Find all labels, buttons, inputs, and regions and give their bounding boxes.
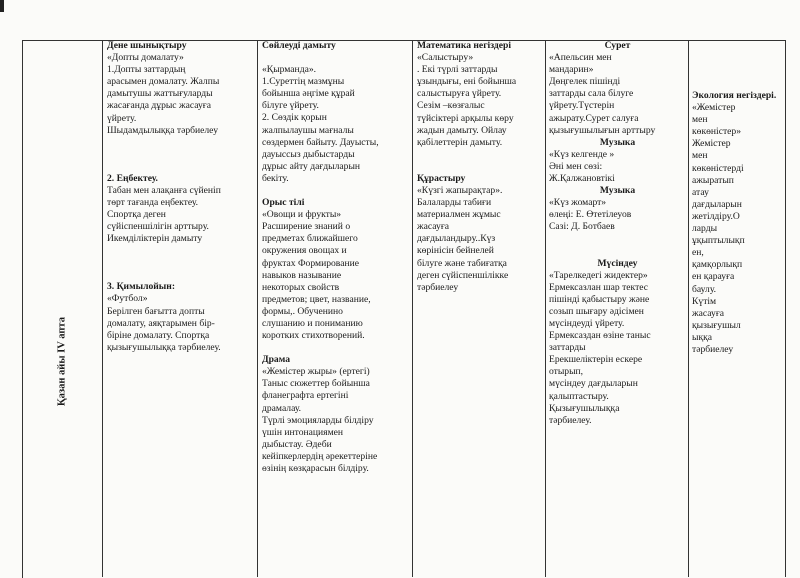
column-divider	[688, 40, 689, 577]
text-line: фруктах Формирование	[262, 257, 359, 269]
text-line: ен қарауға	[692, 271, 735, 283]
text-line: мүсіндеу дағдыларын	[549, 378, 638, 390]
text-line: төрт тағанда еңбектеу.	[107, 196, 199, 208]
text-line: дауыссыз дыбыстарды	[262, 148, 355, 160]
text-line: «Күз келгенде »	[549, 148, 615, 160]
text-line: ларды	[692, 223, 718, 235]
text-line: 1.Допты заттардың	[107, 64, 186, 76]
text-line: Түрлі эмоцияларды білдіру	[262, 414, 374, 426]
text-line: формы,. Обученино	[262, 305, 343, 317]
section-title: Драма	[262, 354, 290, 366]
text-line: дыбыстау. Әдеби	[262, 438, 332, 450]
text-line: өзінің көзқарасын білдіру.	[262, 463, 369, 474]
text-line: Жемiстер	[692, 138, 731, 150]
text-line: үйрету.	[107, 112, 137, 124]
section-body	[107, 52, 255, 137]
text-line: қызығушыл	[692, 319, 741, 331]
text-line: Дөңгелек пішінді	[549, 76, 621, 88]
text-line: «Апельсин мен	[549, 52, 612, 64]
text-line: жасағанда дұрыс жасауға	[107, 100, 211, 112]
text-line: бойынша әңгiме құрай	[262, 88, 355, 100]
text-line: Күтiм	[692, 295, 717, 307]
section-title: Сурет	[604, 40, 631, 51]
section-body	[262, 64, 410, 185]
column-divider	[257, 40, 258, 577]
section-body	[107, 185, 255, 245]
text-line: арасымен домалату. Жалпы	[107, 76, 220, 88]
text-line: деген сүйіспеншілікке	[417, 269, 509, 281]
text-line: өлеңі: Е. Өтетілеуов	[549, 209, 632, 221]
text-line: предметов; цвет, название,	[262, 293, 371, 305]
week-label-cell	[22, 40, 102, 577]
text-line: мандарин»	[549, 64, 594, 76]
text-line: білуге және табиғатқа	[417, 257, 507, 269]
section-title: Музыка	[599, 136, 636, 148]
column-divider	[785, 40, 786, 577]
column-divider	[545, 40, 546, 577]
text-line: үшін интонациямен	[262, 426, 344, 438]
text-line: баулу.	[692, 283, 717, 295]
text-line: Таныс сюжеттер бойынша	[262, 378, 370, 390]
text-line: окружения овощах и	[262, 245, 347, 257]
text-line: ажыратып	[692, 174, 734, 186]
text-line: Балаларды табиғи	[417, 197, 492, 209]
text-line: ыққа	[692, 331, 713, 343]
text-line: дағдыландыру..Күз	[417, 233, 496, 245]
text-line: дағдыларын	[692, 198, 742, 210]
text-line: тәрбиелеу.	[549, 414, 592, 426]
text-line: «Қырманда».	[262, 64, 317, 76]
text-line: «Овощи и фрукты»	[262, 209, 342, 221]
text-line: дамытушы жаттығуларды	[107, 88, 213, 100]
text-line: қамқорлықп	[692, 259, 743, 271]
section-body	[549, 52, 686, 137]
text-line: «Жемiстер	[692, 102, 736, 114]
text-line: ұзындығы, енi бойынша	[417, 76, 517, 88]
column-divider	[102, 40, 103, 577]
text-line: атау	[692, 186, 709, 198]
text-line: қызығушылыққа тәрбиелеу.	[107, 341, 221, 353]
text-line: отырып,	[549, 366, 584, 378]
section-title: Экология негiздерi.	[692, 90, 777, 101]
text-line: Шыдамдылыққа тәрбиелеу	[107, 124, 218, 136]
section-body	[417, 52, 544, 149]
week-label: Қазан айы IV апта	[56, 317, 68, 406]
text-line: мүсіндеуді үйрету.	[549, 317, 625, 329]
text-line: Қызығушылыққа	[549, 402, 620, 414]
text-line: созып шығару әдісімен	[549, 305, 644, 317]
text-line: мен	[692, 114, 708, 126]
section-body	[549, 197, 686, 233]
text-line: «Футбол»	[107, 293, 148, 305]
text-line: драмалау.	[262, 402, 302, 414]
text-line: көкөнiстердi	[692, 162, 744, 174]
text-line: жасауға	[417, 221, 450, 233]
section-title: Құрастыру	[417, 172, 466, 184]
text-line: түйсiктерi арқылы көру	[417, 112, 514, 124]
text-line: тәрбиелеу	[417, 281, 459, 293]
text-line: 2. Сөздiк қорын	[262, 112, 327, 124]
section-title: 2. Еңбектеу.	[107, 172, 158, 184]
text-line: сөздермен байыту. Дауысты,	[262, 136, 379, 148]
ecology-column	[692, 90, 782, 356]
speech-development-column	[262, 40, 410, 475]
section-title: Математика негiздерi	[417, 40, 512, 51]
text-line: «Күзгі жапырақтар».	[417, 184, 503, 196]
text-line: қалыптастыру.	[549, 390, 609, 402]
text-line: Сезiм –көзғалыс	[417, 100, 485, 112]
section-body	[692, 102, 782, 356]
section-title: 3. Қимылойын:	[107, 281, 176, 293]
column-divider	[412, 40, 413, 577]
text-line: . Екi түрлi заттарды	[417, 64, 498, 76]
text-line: салыстыруға үйрету.	[417, 88, 502, 100]
text-line: некоторых свойств	[262, 281, 340, 293]
text-line: домалату, аяқтарымен бір-	[107, 317, 215, 329]
section-body	[262, 366, 410, 475]
text-line: мен	[692, 150, 708, 162]
text-line: слушанию и пониманию	[262, 317, 363, 329]
text-line: фланеграфта ертегіні	[262, 390, 349, 402]
text-line: коротких стихотворений.	[262, 330, 365, 342]
text-line: ен,	[692, 247, 704, 259]
section-title: Дене шынықтыру	[107, 40, 187, 51]
section-body	[417, 185, 544, 294]
text-line: дұрыс айту дағдыларын	[262, 160, 361, 172]
text-line: жалпылаушы мағналы	[262, 124, 354, 136]
text-line: қызығушылығын арттыру	[549, 124, 656, 136]
text-line: жетiлдiру.О	[692, 210, 740, 222]
section-body	[549, 270, 686, 427]
text-line: көрінісін бейнелей	[417, 245, 494, 257]
text-line: жасауға	[692, 307, 725, 319]
text-line: қабiлеттерiн дамыту.	[417, 136, 503, 148]
text-line: «Тарелкедегі жидектер»	[549, 269, 648, 281]
text-line: навыков называние	[262, 269, 342, 281]
text-line: бекiту.	[262, 172, 289, 184]
text-line: кейіпкерлердің әрекеттеріне	[262, 450, 378, 462]
physical-education-column	[107, 40, 255, 354]
text-line: Сазі: Д. Ботбаев	[549, 221, 615, 233]
section-title: Музыка	[599, 185, 636, 197]
section-body	[262, 209, 410, 342]
text-line: 1.Суреттiң мазмұны	[262, 76, 345, 88]
text-line: тәрбиелеу	[692, 343, 734, 355]
text-line: Табан мен алақанға сүйеніп	[107, 184, 221, 196]
text-line: «Жемістер жыры» (ертегі)	[262, 366, 370, 378]
text-line: көкөнiстер»	[692, 126, 742, 138]
text-line: ажырату.Сурет салуға	[549, 112, 639, 124]
text-line: Әні мен сөзі:	[549, 160, 603, 172]
text-line: «Күз жомарт»	[549, 197, 607, 209]
text-line: материалмен жұмыс	[417, 209, 501, 221]
text-line: Спортқа деген	[107, 209, 166, 221]
section-body	[107, 293, 255, 353]
text-line: Ерекшеліктерін ескере	[549, 354, 643, 366]
text-line: Расширение знаний о	[262, 221, 351, 233]
text-line: ұқыптылықп	[692, 235, 745, 247]
section-title: Мүсіндеу	[597, 257, 638, 269]
section-body	[549, 149, 686, 185]
text-line: заттарды сала білуге	[549, 88, 634, 100]
text-line: Ермексазлан шар тектес	[549, 281, 649, 293]
text-line: Икемділіктерін дамыту	[107, 233, 203, 245]
text-line: «Допты домалату»	[107, 52, 184, 64]
math-basics-column	[417, 40, 544, 294]
text-line: Ж.Қалжановтікі	[549, 173, 615, 185]
section-title: Сөйлеудi дамыту	[262, 40, 336, 51]
text-line: біріне домалату. Спортқа	[107, 329, 210, 341]
text-line: жадын дамыту. Ойлау	[417, 124, 507, 136]
text-line: Ермексаздан өзіне таныс	[549, 330, 651, 342]
text-line: предметах ближайшего	[262, 233, 358, 245]
text-line: заттарды	[549, 342, 586, 354]
section-title: Орыс тілі	[262, 197, 305, 209]
text-line: «Салыстыру»	[417, 52, 474, 64]
text-line: пішінді қабыстыру және	[549, 293, 650, 305]
scan-corner-mark	[0, 0, 4, 12]
text-line: үйрету.Түстерін	[549, 100, 615, 112]
text-line: сүйіспеншілігін арттыру.	[107, 221, 209, 233]
text-line: бiлуге үйрету.	[262, 100, 319, 112]
art-music-modeling-column	[549, 40, 686, 427]
text-line: Берілген бағытта допты	[107, 305, 205, 317]
